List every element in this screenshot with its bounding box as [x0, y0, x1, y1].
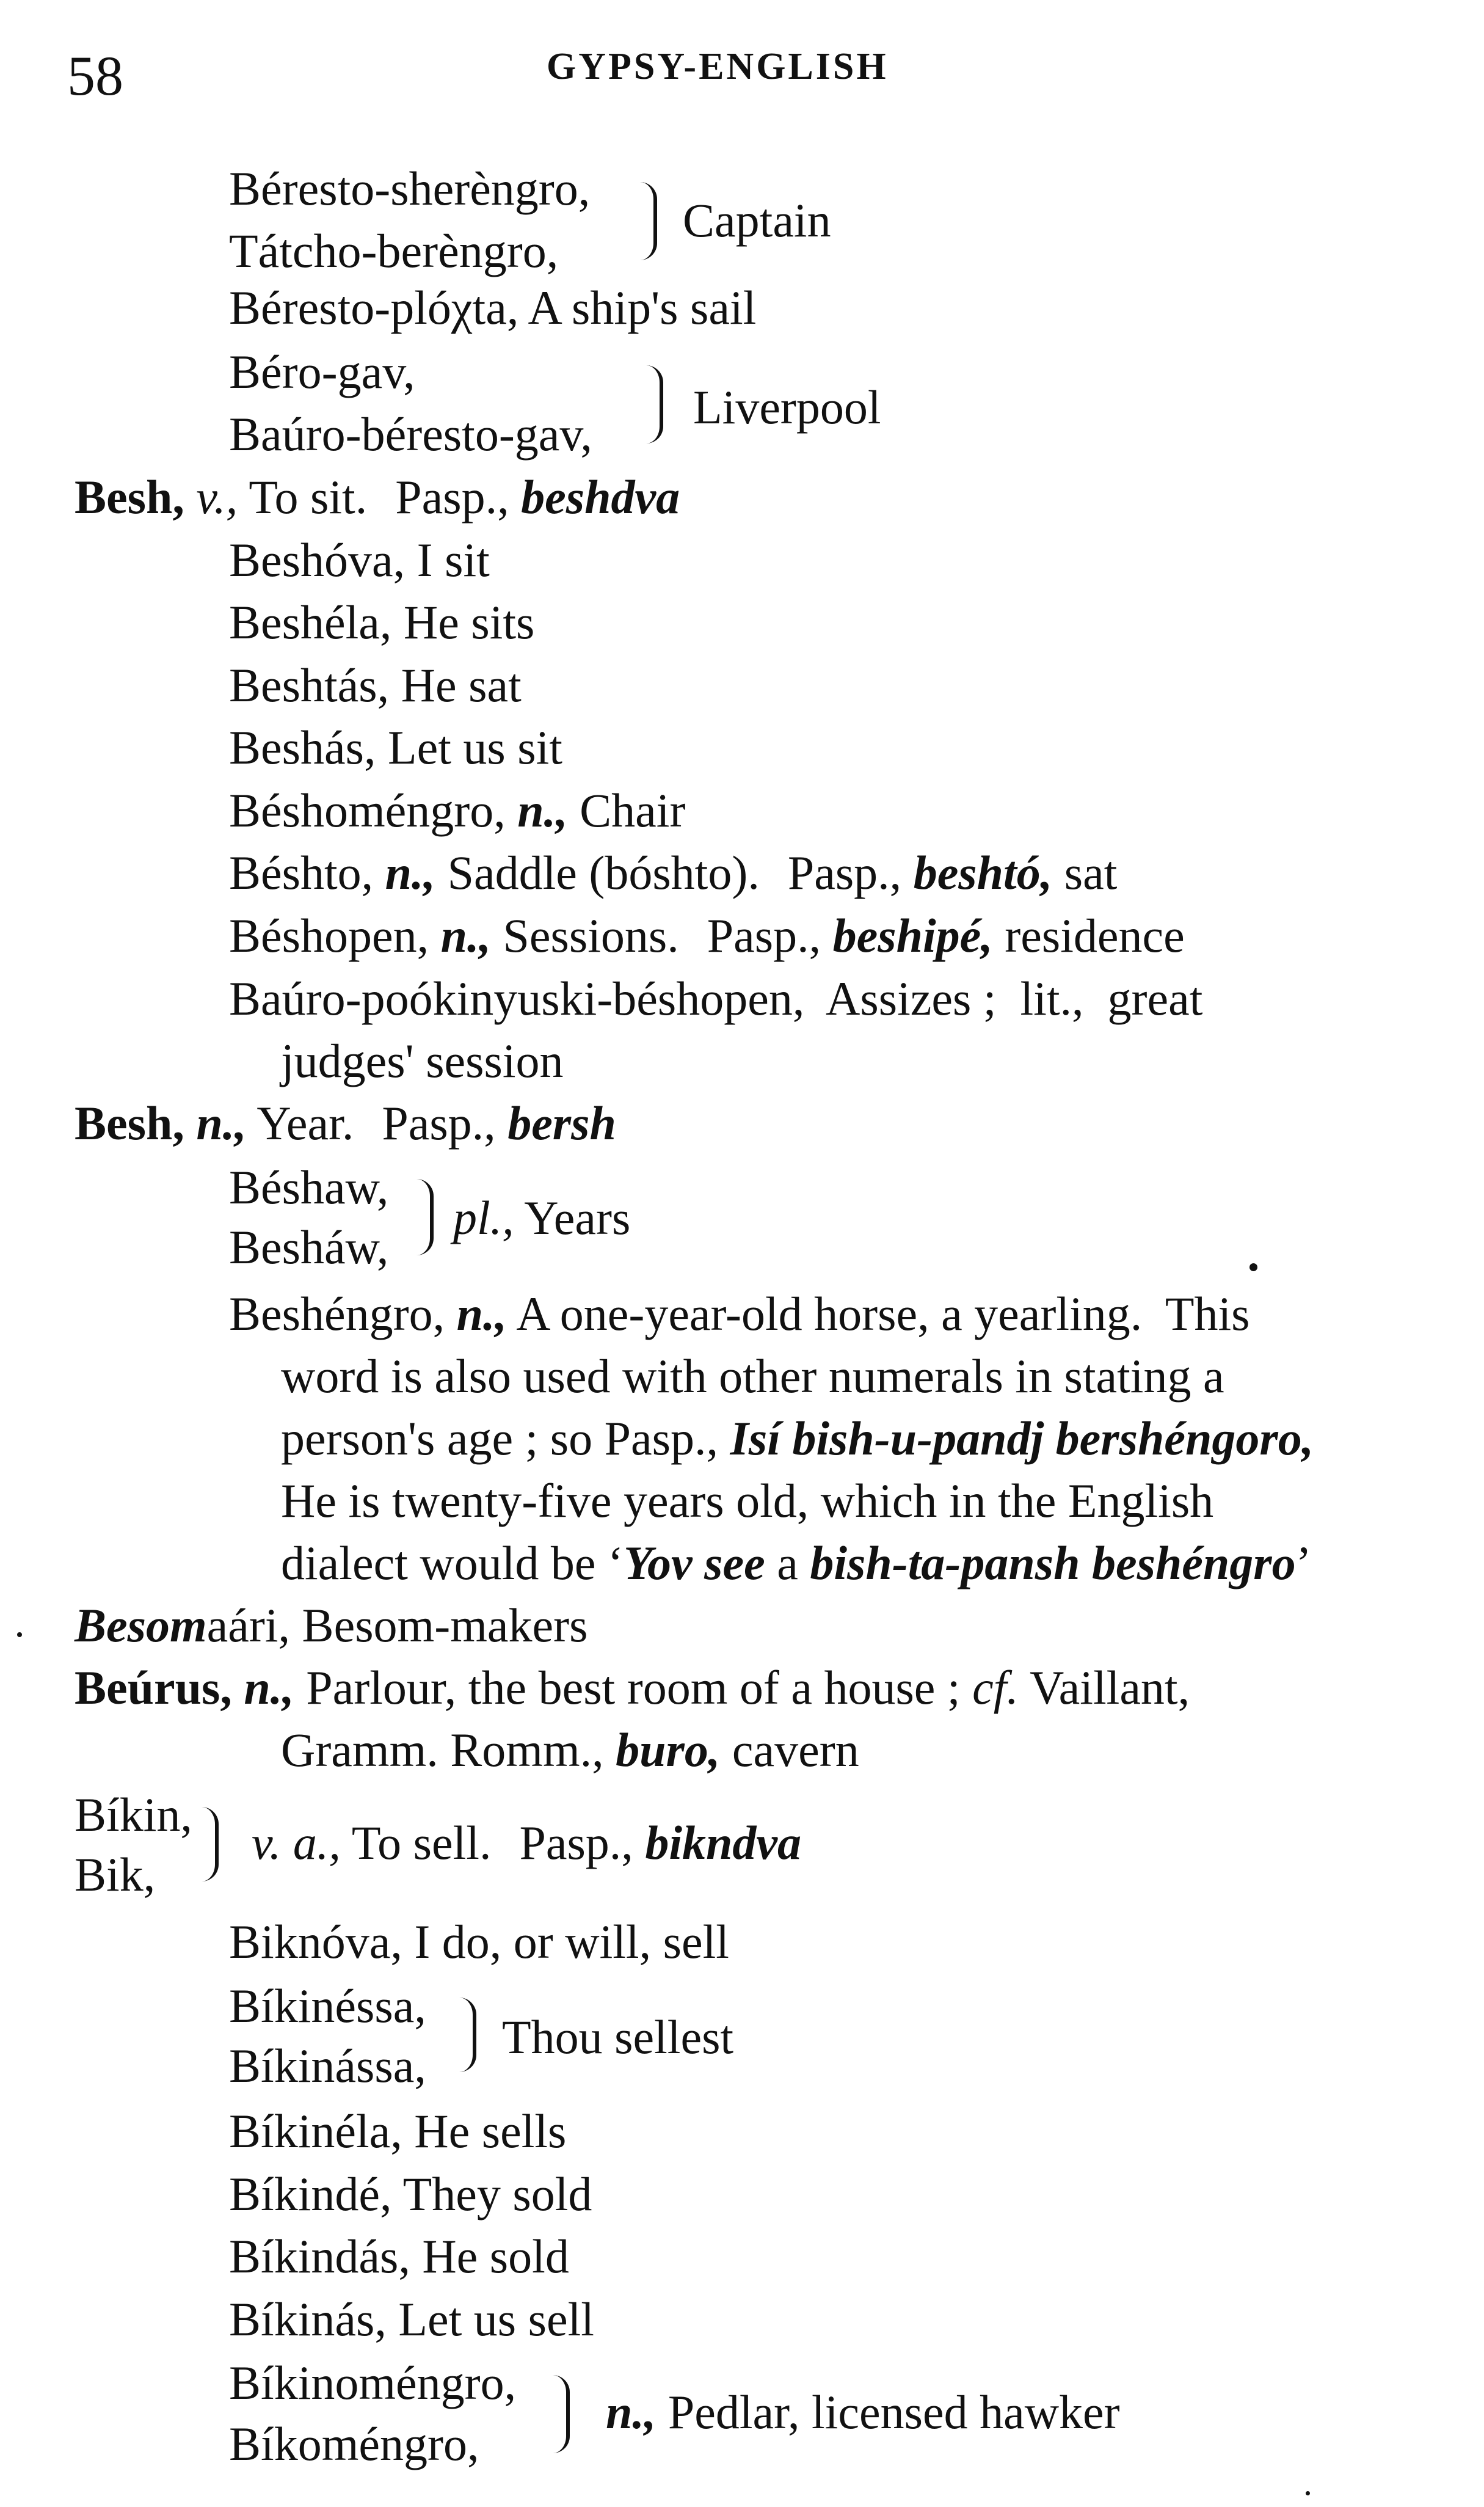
headword: Béshopen,	[229, 909, 429, 962]
pasp-label: Pasp.,	[395, 470, 509, 524]
entry-beurus-line-1	[75, 1661, 1190, 1714]
brace	[553, 2375, 570, 2453]
list-item: Beshás, Let us sit	[229, 721, 562, 774]
pasp-form: bikndva	[645, 1816, 801, 1869]
entry-sessions	[229, 909, 1185, 962]
entry-years-word-1: Béshaw,	[229, 1161, 389, 1214]
text-run: person's age ; so Pasp.,	[281, 1412, 718, 1465]
entry-liverpool-word-1: Béro-gav,	[229, 345, 415, 398]
entry-assizes-line-2: judges' session	[281, 1034, 564, 1087]
entry-yearling-line-2: word is also used with other numerals in stating a	[281, 1349, 1224, 1403]
cf-label: cf.	[972, 1661, 1019, 1714]
running-title: GYPSY-ENGLISH	[547, 46, 889, 87]
print-speck	[1306, 2491, 1310, 2495]
definition: Saddle (bóshto).	[435, 846, 760, 899]
list-item: Beshtás, He sat	[229, 659, 522, 712]
definition: Year.	[246, 1097, 354, 1150]
entry-thou-sellest-word-1: Bíkinéssa,	[229, 1979, 426, 2032]
entry-captain-word-2: Tátcho-berèngro,	[229, 224, 559, 277]
brace	[646, 365, 663, 443]
pasp-label: Pasp.,	[382, 1097, 496, 1150]
entry-pedlar-gloss	[606, 2385, 1120, 2439]
headword: Béshto,	[229, 846, 374, 899]
entry-captain-gloss: Captain	[683, 194, 831, 247]
entry-assizes-line-1: Baúro-poókinyuski-béshopen, Assizes ; lit., great	[229, 972, 1203, 1025]
pasp-form: bersh	[507, 1097, 616, 1150]
entry-bikin-word-2: Bik,	[75, 1848, 156, 1901]
definition: A one-year-old horse, a yearling. This	[507, 1287, 1250, 1340]
entry-bikin-definition	[252, 1816, 801, 1869]
entry-years-gloss	[453, 1191, 631, 1244]
entry-chair	[229, 784, 686, 837]
entry-yearling-line-5	[281, 1536, 1312, 1589]
brace	[459, 1998, 476, 2072]
headword: Besh,	[75, 1097, 184, 1150]
entry-ship-sail: Béresto-plóχta, A ship's sail	[229, 281, 757, 334]
example-phrase: buro,	[616, 1723, 721, 1776]
list-item: Beshóva, I sit	[229, 533, 490, 586]
example-phrase: bish-ta-pansh beshéngro	[810, 1536, 1296, 1589]
text-run: ’	[1295, 1536, 1312, 1589]
definition: Pedlar, licensed hawker	[656, 2385, 1120, 2439]
list-item: Bíkinéla, He sells	[229, 2104, 567, 2158]
headword: Besh,	[75, 470, 184, 524]
print-speck	[17, 1632, 22, 1637]
part-of-speech: n.,	[385, 846, 436, 899]
part-of-speech: n.,	[196, 1097, 247, 1150]
entry-besom	[75, 1599, 588, 1652]
part-of-speech: n.,	[606, 2385, 657, 2439]
entry-saddle	[229, 846, 1118, 899]
pasp-label: Pasp.,	[519, 1816, 633, 1869]
entry-besh-noun	[75, 1097, 616, 1150]
entry-bikin-word-1: Bíkin,	[75, 1788, 192, 1841]
part-of-speech: n.,	[517, 784, 568, 837]
part-of-speech: pl.,	[453, 1191, 514, 1244]
headword: Beúrus,	[75, 1661, 232, 1714]
brace	[416, 1179, 434, 1255]
pasp-form: beshtó,	[913, 846, 1053, 899]
entry-captain-word-1: Béresto-sherèngro,	[229, 162, 591, 215]
definition-tail: residence	[992, 909, 1185, 962]
entry-years-word-2: Besháw,	[229, 1221, 389, 1274]
pasp-form: beshdva	[521, 470, 680, 524]
entry-thou-sellest-gloss: Thou sellest	[502, 2010, 734, 2064]
headword: Béshoméngro,	[229, 784, 506, 837]
entry-besh-verb	[75, 470, 680, 524]
definition: Sessions.	[491, 909, 679, 962]
definition: To sit.	[238, 470, 368, 524]
headword: Besom	[75, 1599, 207, 1652]
entry-yearling-line-3	[281, 1412, 1314, 1465]
pasp-form: beshipé,	[832, 909, 993, 962]
text-run: a	[765, 1536, 810, 1589]
part-of-speech: n.,	[456, 1287, 507, 1340]
entry-pedlar-word-2: Bíkoméngro,	[229, 2417, 479, 2470]
print-speck	[1249, 1263, 1257, 1271]
example-phrase: Yov see	[623, 1536, 765, 1589]
entry-liverpool-word-2: Baúro-béresto-gav,	[229, 407, 592, 461]
entry-pedlar-word-1: Bíkinoméngro,	[229, 2356, 517, 2409]
list-item: Bíkindás, He sold	[229, 2230, 569, 2283]
entry-liverpool-gloss: Liverpool	[693, 381, 881, 434]
definition: aári, Besom-makers	[206, 1599, 588, 1652]
text-run: dialect would be ‘	[281, 1536, 624, 1589]
definition: To sell.	[340, 1816, 492, 1869]
part-of-speech: n.,	[244, 1661, 294, 1714]
headword: Beshéngro,	[229, 1287, 445, 1340]
pasp-label: Pasp.,	[707, 909, 821, 962]
definition: Parlour, the best room of a house ;	[294, 1661, 961, 1714]
brace	[640, 182, 657, 260]
entry-thou-sellest-word-2: Bíkinássa,	[229, 2039, 426, 2092]
page-number: 58	[67, 45, 123, 107]
example-phrase: Isí bish-u-pandj bershéngoro,	[730, 1412, 1314, 1465]
brace	[202, 1807, 219, 1881]
pasp-label: Pasp.,	[787, 846, 902, 899]
definition-tail: Vaillant,	[1018, 1661, 1190, 1714]
part-of-speech: v. a.,	[252, 1816, 341, 1869]
text-run: Gramm. Romm.,	[281, 1723, 604, 1776]
entry-beurus-line-2	[281, 1723, 859, 1776]
entry-yearling-line-1	[229, 1287, 1250, 1340]
definition-tail: sat	[1052, 846, 1118, 899]
definition: Years	[514, 1191, 631, 1244]
definition: Chair	[567, 784, 686, 837]
list-item: Beshéla, He sits	[229, 596, 535, 649]
entry-yearling-line-4: He is twenty-five years old, which in the English	[281, 1474, 1214, 1527]
part-of-speech: n.,	[440, 909, 492, 962]
list-item: Biknóva, I do, or will, sell	[229, 1915, 729, 1968]
list-item: Bíkinás, Let us sell	[229, 2293, 594, 2346]
list-item: Bíkindé, They sold	[229, 2167, 592, 2221]
text-run: cavern	[720, 1723, 859, 1776]
part-of-speech: v.,	[196, 470, 238, 524]
